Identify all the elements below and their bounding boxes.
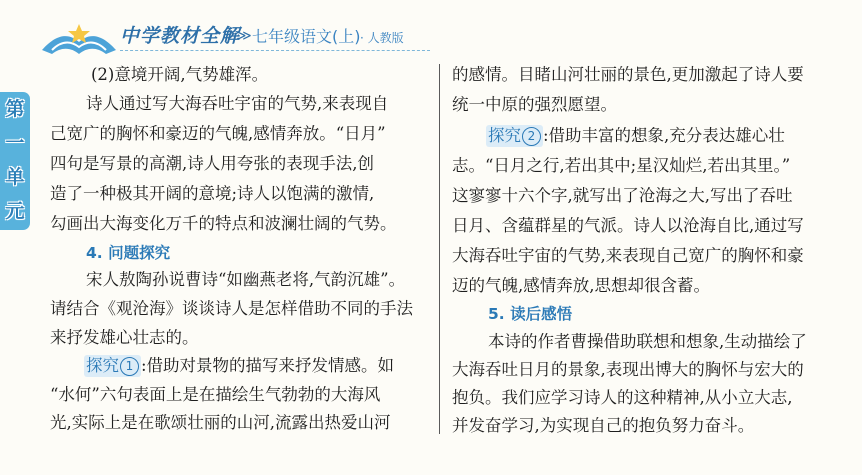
paragraph-line: 志。“日月之行,若出其中;星汉灿烂,若出其里。” xyxy=(452,156,791,175)
tanjiu-1-text: :借助对景物的描写来抒发情感。如 xyxy=(141,356,395,375)
question-line: 来抒发雄心壮志的。 xyxy=(50,328,199,347)
edition-label: · 人教版 xyxy=(360,31,404,45)
unit-tab-char: 第 xyxy=(5,98,25,120)
unit-side-tab xyxy=(0,92,30,230)
paragraph-line: 己宽广的胸怀和豪迈的气魄,感情奔放。“日月” xyxy=(50,124,386,143)
question-line: 请结合《观沧海》谈谈诗人是怎样借助不同的手法 xyxy=(50,299,413,318)
paragraph-line: 大海吞吐宇宙的气势,来表现自己宽广的胸怀和豪 xyxy=(452,246,804,265)
column-divider xyxy=(439,64,440,434)
section-heading-4: 4. 问题探究 xyxy=(86,244,171,262)
paragraph-line: 这寥寥十六个字,就写出了沧海之大,写出了吞吐 xyxy=(452,186,793,205)
header-rule xyxy=(120,50,430,51)
paragraph-line: 日月、含蕴群星的气派。诗人以沧海自比,通过写 xyxy=(452,216,804,235)
paragraph-line: 抱负。我们应学习诗人的这种精神,从小立大志, xyxy=(452,388,793,407)
circled-number-1: 1 xyxy=(120,357,139,376)
paragraph-line: 四句是写景的高潮,诗人用夸张的表现手法,创 xyxy=(50,154,374,173)
tanjiu-2-badge xyxy=(486,125,543,147)
paragraph-line: 统一中原的强烈愿望。 xyxy=(452,95,617,114)
tanjiu-2-label: 探究 xyxy=(488,126,521,145)
grade-subtitle: 七年级语文(上) xyxy=(252,27,361,46)
circled-number-2: 2 xyxy=(522,127,541,146)
tanjiu-2-text: :借助丰富的想象,充分表达雄心壮 xyxy=(543,126,785,145)
paragraph-line: 勾画出大海变化万千的特点和波澜壮阔的气势。 xyxy=(50,214,397,233)
paragraph-line: 大海吞吐日月的景象,表现出博大的胸怀与宏大的 xyxy=(452,360,804,379)
unit-tab-char: 单 xyxy=(5,166,25,188)
paragraph-line: 诗人通过写大海吞吐宇宙的气势,来表现自 xyxy=(86,94,389,113)
unit-tab-char: 一 xyxy=(5,132,25,154)
paragraph-line: “水何”六句表面上是在描绘生气勃勃的大海风 xyxy=(50,385,381,404)
page-header xyxy=(0,0,862,58)
header-separator: ≫ xyxy=(237,28,252,44)
tanjiu-2-line xyxy=(486,125,785,147)
paragraph-line: 本诗的作者曹操借助联想和想象,生动描绘了 xyxy=(488,332,807,351)
tanjiu-1-line xyxy=(84,355,394,377)
paragraph-line: 造了一种极其开阔的意境;诗人以饱满的激情, xyxy=(50,184,375,203)
sub-heading: (2)意境开阔,气势雄浑。 xyxy=(91,65,269,84)
book-title: 中学教材全解 xyxy=(120,25,241,47)
unit-tab-char: 元 xyxy=(5,200,25,222)
paragraph-line: 并发奋学习,为实现自己的抱负努力奋斗。 xyxy=(452,416,755,435)
tanjiu-1-label: 探究 xyxy=(86,356,119,375)
section-heading-5: 5. 读后感悟 xyxy=(488,305,573,323)
paragraph-line: 的感情。目睹山河壮丽的景色,更加激起了诗人要 xyxy=(452,65,804,84)
book-logo-icon xyxy=(40,20,118,58)
tanjiu-1-badge xyxy=(84,355,141,377)
paragraph-line: 光,实际上是在歌颂壮丽的山河,流露出热爱山河 xyxy=(50,413,391,432)
paragraph-line: 迈的气魄,感情奔放,思想却很含蓄。 xyxy=(452,276,710,295)
question-line: 宋人敖陶孙说曹诗“如幽燕老将,气韵沉雄”。 xyxy=(86,270,406,289)
